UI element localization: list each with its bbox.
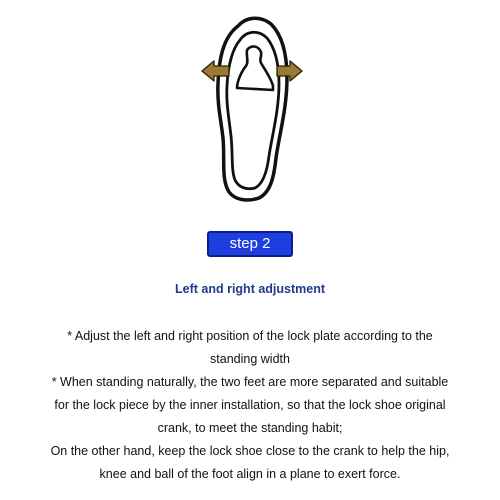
step-badge: step 2 <box>207 231 293 257</box>
arrow-left-icon <box>202 61 229 81</box>
arrow-right-icon <box>277 61 302 81</box>
cleat-plate-icon <box>237 46 273 90</box>
description-line: for the lock piece by the inner installation, so that the lock shoe original <box>54 398 446 412</box>
description-line: On the other hand, keep the lock shoe close to the crank to help the hip, <box>50 444 450 458</box>
description-line: crank, to meet the standing habit; <box>157 421 343 435</box>
shoe-sole-illustration <box>195 8 305 208</box>
description-text <box>10 325 490 486</box>
description-line: knee and ball of the foot align in a plane to exert force. <box>99 467 401 481</box>
section-title: Left and right adjustment <box>175 282 325 296</box>
description-line: * Adjust the left and right position of the lock plate according to the <box>67 329 433 343</box>
description-line: standing width <box>210 352 290 366</box>
description-line: * When standing naturally, the two feet are more separated and suitable <box>51 375 449 389</box>
inner-sole-outline <box>227 32 279 188</box>
